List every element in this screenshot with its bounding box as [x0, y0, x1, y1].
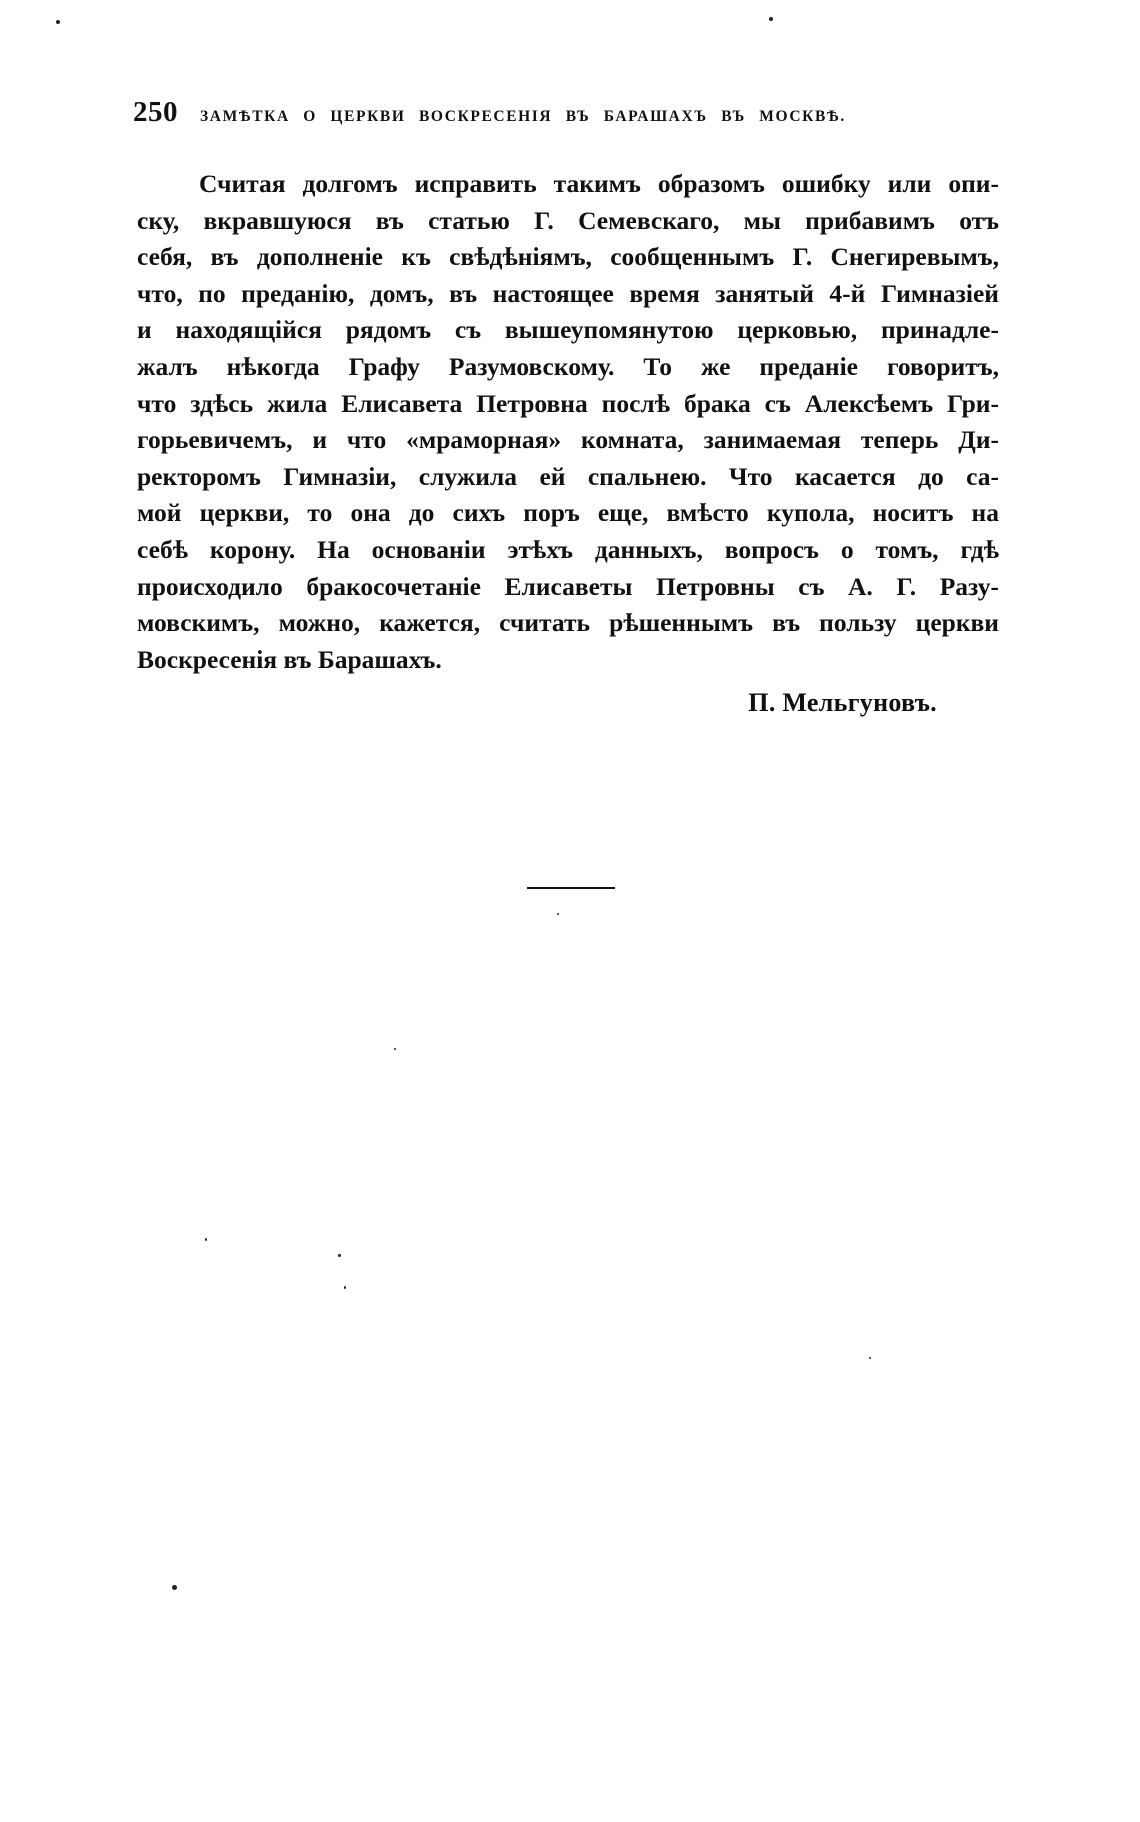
text-line: происходило бракосочетаніе Елисаветы Петровны съ А. Г. Разу- [137, 571, 999, 601]
text-line: себя, въ дополненіе къ свѣдѣніямъ, сообщеннымъ Г. Снегиревымъ, [137, 242, 999, 272]
author-signature: П. Мельгуновъ. [748, 688, 937, 717]
section-divider [527, 887, 615, 889]
running-head [133, 96, 933, 136]
page-number: 250 [133, 96, 178, 128]
scan-speck [869, 1357, 871, 1359]
text-line: горьевичемъ, и что «мраморная» комната, занимаемая теперь Ди- [137, 425, 999, 455]
scan-speck [205, 1238, 207, 1241]
scan-speck [394, 1048, 396, 1050]
scan-speck [769, 17, 773, 21]
scan-speck [56, 20, 60, 24]
text-line: мовскимъ, можно, кажется, считать рѣшеннымъ въ пользу церкви [137, 608, 999, 638]
body-paragraph [137, 166, 999, 678]
text-line: и находящійся рядомъ съ вышеупомянутою церковью, принадле- [137, 315, 999, 345]
text-line: жалъ нѣкогда Графу Разумовскому. То же преданіе говоритъ, [137, 351, 999, 381]
scan-speck [172, 1585, 177, 1590]
scan-speck [557, 913, 559, 915]
text-line: что, по преданію, домъ, въ настоящее время занятый 4-й Гимназіей [137, 278, 999, 308]
running-title: ЗАМѢТКА О ЦЕРКВИ ВОСКРЕСЕНІЯ ВЪ БАРАШАХЪ ВЪ МОСКВѢ. [200, 108, 846, 125]
text-line: Считая долгомъ исправить такимъ образомъ ошибку или опи- [199, 169, 999, 198]
text-line: себѣ корону. На основаніи этѣхъ данныхъ, вопросъ о томъ, гдѣ [137, 534, 999, 564]
text-line: ректоромъ Гимназіи, служила ей спальнею. Что касается до са- [137, 461, 999, 491]
scan-speck [344, 1286, 346, 1289]
text-line: ску, вкравшуюся въ статью Г. Семевскаго, мы прибавимъ отъ [137, 205, 999, 235]
text-line: мой церкви, то она до сихъ поръ еще, вмѣсто купола, носитъ на [137, 498, 999, 528]
text-line: Воскресенія въ Барашахъ. [137, 644, 442, 674]
scan-speck [338, 1254, 341, 1257]
text-line: что здѣсь жила Елисавета Петровна послѣ брака съ Алексѣемъ Гри- [137, 388, 999, 418]
